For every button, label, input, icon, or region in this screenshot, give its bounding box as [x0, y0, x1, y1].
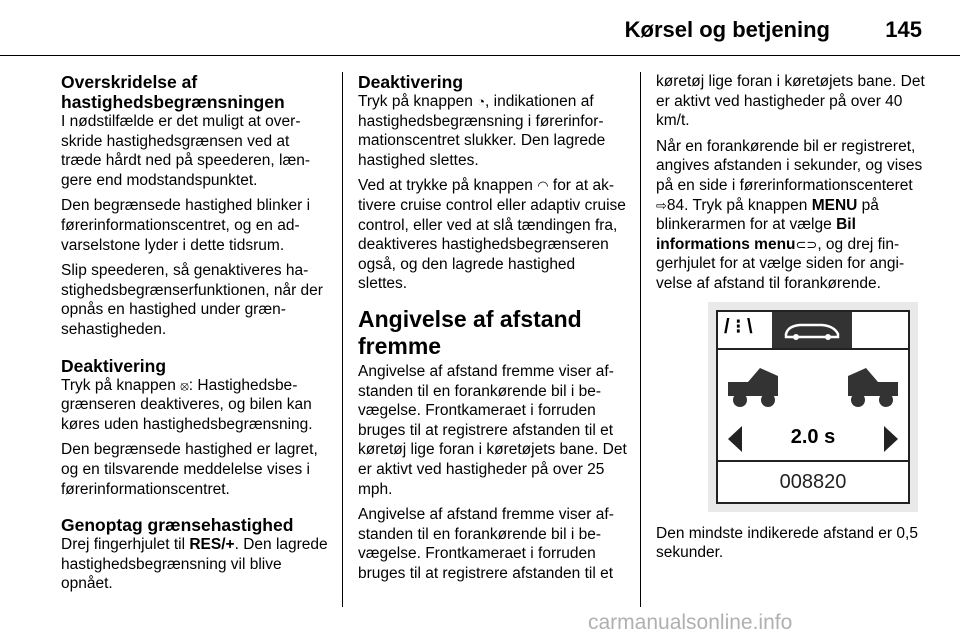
speed-limiter-icon: ◔: [477, 94, 486, 109]
paragraph: Slip speederen, så genaktiveres hastighedsbegrænserfunktionen, når der opnås en hastighed under grænsehastigheden.: [61, 262, 323, 338]
heading-genoptag: Genoptag grænsehastighed: [61, 515, 294, 536]
paragraph: Ved at trykke på knappen ◠ for at aktivere cruise control eller adaptiv cruise control, eller ved at slå tændingen fra, deaktiveres hastighedsbegrænseren også, og den lagrede hastighed slettes.: [358, 177, 626, 293]
display-screen: [716, 310, 910, 504]
paragraph: Tryk på knappen ◔, indikationen af hastighedsbegrænsning i førerinformationscentret slukker. Den lagrede hastighed slettes.: [358, 93, 606, 169]
column-2: [358, 72, 628, 589]
header-title: Kørsel og betjening: [624, 17, 830, 42]
heading-deaktivering: Deaktivering: [358, 72, 464, 92]
display-top-bar: [718, 312, 908, 350]
paragraph: I nødstilfælde er det muligt at overskride hastighedsgrænsen ved at træde hårdt ned på speederen, længere end modstandspunktet.: [61, 113, 311, 189]
distance-display-figure: [708, 302, 918, 512]
column-divider: [640, 72, 641, 607]
column-divider: [342, 72, 343, 607]
car-icon: ⊂⊃: [795, 236, 818, 252]
header-rule: [0, 55, 960, 56]
paragraph: Angivelse af afstand fremme viser afstanden til en forankørende bil i bevægelse. Frontkameraet i forruden bruges til at registrere afstanden til et: [358, 506, 614, 582]
page-ref-arrow-icon: ⇨: [656, 197, 667, 213]
cars-icon: [718, 356, 908, 416]
column-1: [61, 72, 331, 600]
paragraph: Angivelse af afstand fremme viser afstanden til en forankørende bil i bevægelse. Frontkameraet i forruden bruges til at registrere afstanden til et køretøj lige foran i køretøjets bane. Det er aktivt ved hastigheder på over 25 mph.: [358, 362, 627, 498]
page-header: [0, 0, 960, 55]
heading-angivelse: Angivelse af afstand fremme: [358, 305, 582, 359]
column-3: [656, 72, 926, 569]
cruise-control-icon: ◠: [537, 178, 549, 194]
heading-deaktivering: Deaktivering: [61, 355, 167, 376]
distance-value: 2.0 s: [790, 425, 836, 448]
speed-limiter-off-icon: ⦻: [180, 377, 189, 393]
paragraph: Drej fingerhjulet til RES/+. Den lagrede hastighedsbegrænsning vil blive opnået.: [61, 536, 328, 593]
lane-icon: / ⁝ \: [724, 315, 753, 338]
page-number: 145: [885, 17, 922, 42]
paragraph: Når en forankørende bil er registreret, angives afstanden i sekunder, og vises på en side i førerinformationscenteret ⇨84. Tryk på knappen MENU på blinkerarmen for at vælge Bil informations menu⊂⊃, og drej fingerhjulet for at vælge siden for angivelse af afstand til forankørende.: [656, 137, 923, 292]
odometer: 008820: [718, 460, 908, 502]
paragraph: Den begrænsede hastighed er lagret, og en tilsvarende meddelelse vises i førerinformationscentret.: [61, 441, 318, 498]
heading-overskridelse: Overskridelse af hastighedsbegrænsningen: [61, 72, 285, 112]
car-selected-icon: [772, 312, 852, 348]
paragraph: Den begrænsede hastighed blinker i førerinformationscentret, og en advarselstone lyder i dette tidsrum.: [61, 197, 311, 254]
paragraph: Den mindste indikerede afstand er 0,5 sekunder.: [656, 524, 918, 562]
paragraph: køretøj lige foran i køretøjets bane. Det er aktivt ved hastigheder på over 40 km/t.: [656, 73, 925, 130]
paragraph: Tryk på knappen ⦻: Hastighedsbegrænseren deaktiveres, og bilen kan køres uden hastighedsbegrænsning.: [61, 376, 313, 433]
watermark: carmanualsonline.info: [588, 611, 793, 634]
